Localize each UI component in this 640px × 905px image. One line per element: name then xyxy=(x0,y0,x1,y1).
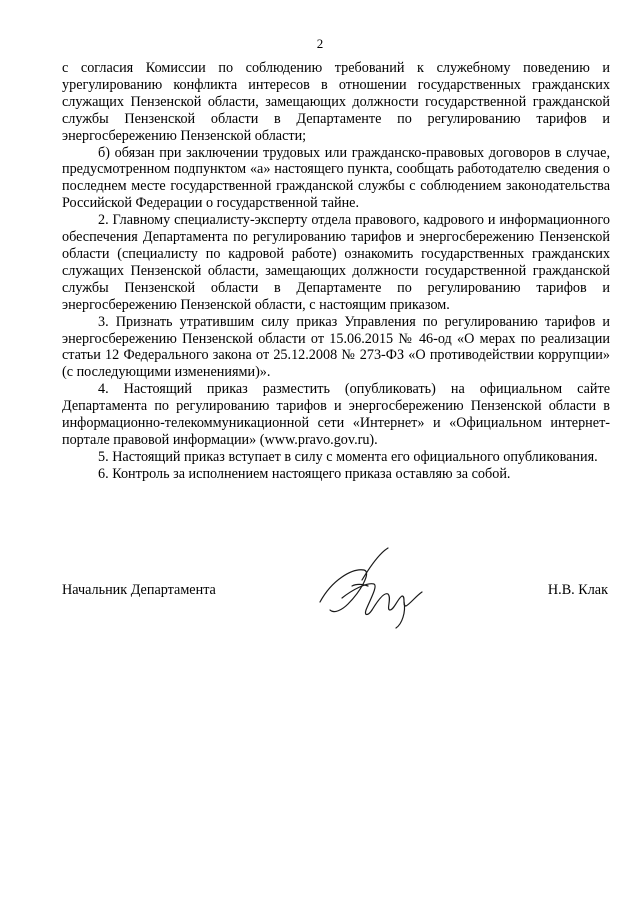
paragraph-item-5: 5. Настоящий приказ вступает в силу с момента его официального опубликования. xyxy=(98,448,598,465)
paragraph-item-6: 6. Контроль за исполнением настоящего приказа оставляю за собой. xyxy=(98,465,511,482)
paragraph-continuation: с согласия Комиссии по соблюдению требований к служебному поведению и урегулированию конфликта интересов в отношении государственных гражданских служащих Пензенской области, замещающих должности государственной гражданской службы Пензенской области в Департаменте по регулированию тарифов и энергосбережению Пензенской области; xyxy=(62,60,610,144)
signatory-position: Начальник Департамента xyxy=(62,582,216,598)
document-body xyxy=(62,60,610,483)
signature-block xyxy=(62,540,610,640)
handwritten-signature xyxy=(312,540,432,630)
paragraph-item-2: 2. Главному специалисту-эксперту отдела правового, кадрового и информационного обеспечения Департамента по регулированию тарифов и энергосбережению Пензенской области (специалисту по кадровой работе) ознакомить государственных гражданских служащих Пензенской области, замещающих должности государственной гражданской службы Пензенской области в Департаменте по регулированию тарифов и энергосбережению Пензенской области, с настоящим приказом. xyxy=(62,212,610,313)
paragraph-item-4: 4. Настоящий приказ разместить (опубликовать) на официальном сайте Департамента по регулированию тарифов и энергосбережению Пензенской области в информационно-телекоммуникационной сети «Интернет» и «Официальном интернет-портале правовой информации» (www.pravo.gov.ru). xyxy=(62,381,610,448)
paragraph-item-3: 3. Признать утратившим силу приказ Управления по регулированию тарифов и энергосбережению Пензенской области от 15.06.2015 № 46-од «О мерах по реализации статьи 12 Федерального закона от 25.12.2008 № 273-ФЗ «О противодействии коррупции» (с последующими изменениями)». xyxy=(62,313,610,381)
signatory-name: Н.В. Клак xyxy=(547,582,608,598)
page-number: 2 xyxy=(316,36,324,51)
paragraph-subitem-b: б) обязан при заключении трудовых или гражданско-правовых договоров в случае, предусмотренном подпунктом «а» настоящего пункта, сообщать работодателю сведения о последнем месте государственной гражданской службы с соблюдением законодательства Российской Федерации о государственной тайне. xyxy=(62,144,610,212)
